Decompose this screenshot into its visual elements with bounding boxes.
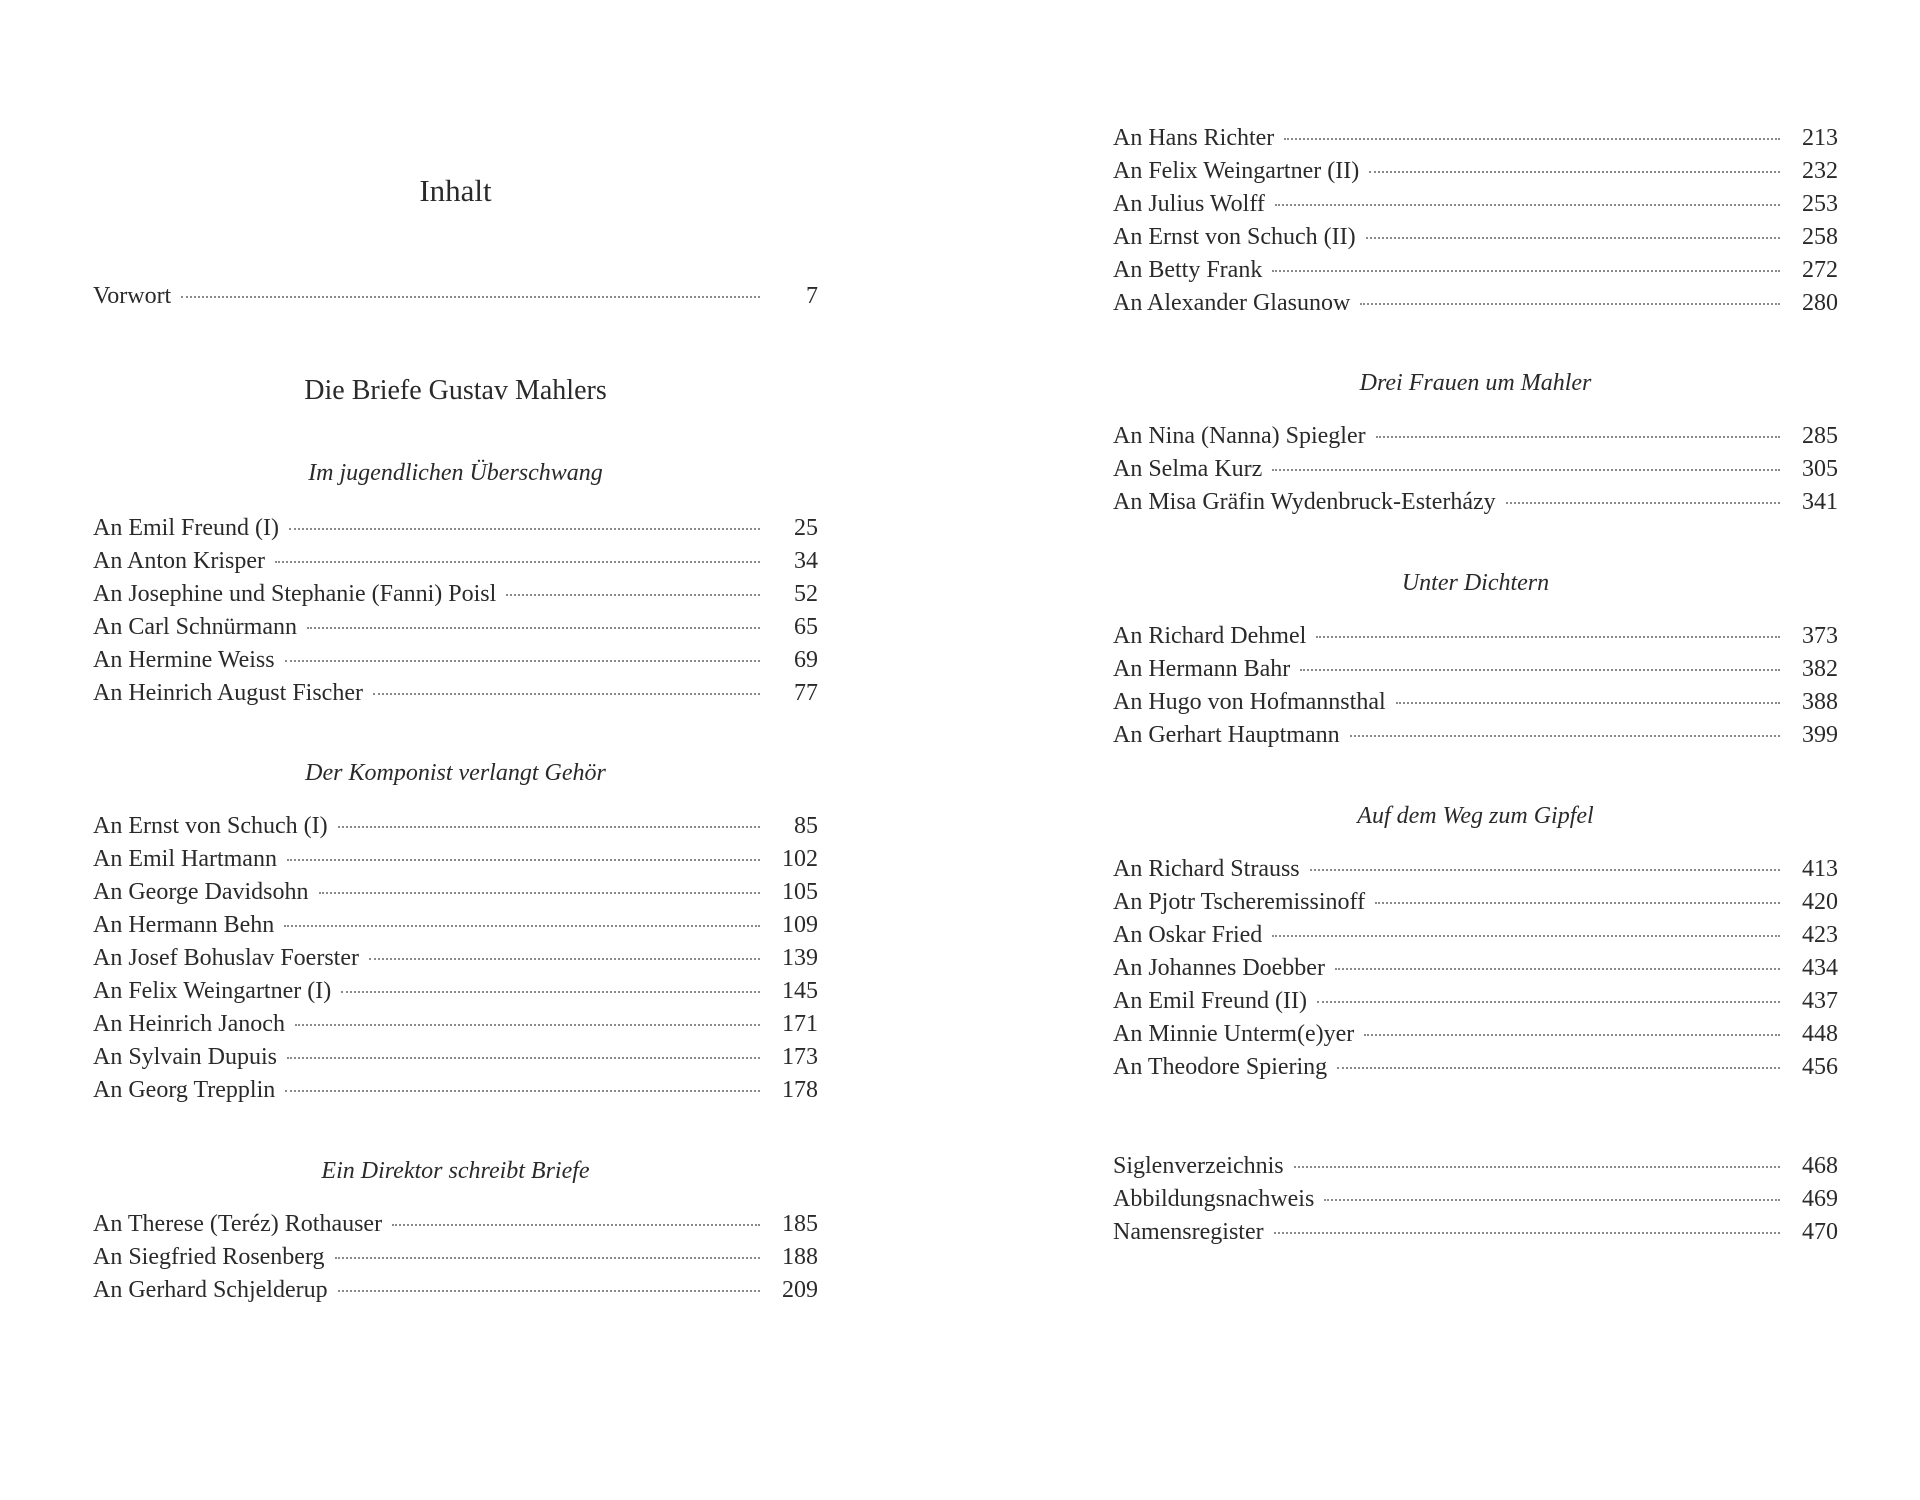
section-title: Drei Frauen um Mahler: [1359, 370, 1592, 396]
toc-entry-label: An Heinrich August Fischer: [93, 680, 363, 706]
toc-entry[interactable]: [1113, 1216, 1838, 1249]
leader-dots: [506, 594, 760, 596]
toc-entry-page: 437: [1802, 988, 1838, 1014]
leader-dots: [1316, 636, 1780, 638]
toc-entry[interactable]: [93, 578, 818, 611]
toc-entry-label: An Richard Dehmel: [1113, 623, 1307, 649]
leader-dots: [1272, 270, 1780, 272]
toc-entry-page: 188: [782, 1244, 818, 1270]
toc-entry-page: 232: [1802, 158, 1838, 184]
toc-entry[interactable]: [1113, 1051, 1838, 1084]
leader-dots: [1335, 968, 1780, 970]
leader-dots: [1364, 1034, 1780, 1036]
leader-dots: [338, 1290, 760, 1292]
toc-entry-label: An George Davidsohn: [93, 879, 309, 905]
toc-entry[interactable]: [93, 876, 818, 909]
toc-entry-page: 341: [1802, 489, 1838, 515]
leader-dots: [1274, 1232, 1780, 1234]
toc-entry[interactable]: [93, 909, 818, 942]
toc-entry-label: An Anton Krisper: [93, 548, 265, 574]
leader-dots: [319, 892, 760, 894]
toc-entry[interactable]: [1113, 653, 1838, 686]
leader-dots: [1396, 702, 1780, 704]
toc-entry-page: 105: [782, 879, 818, 905]
toc-entry-label: An Therese (Teréz) Rothauser: [93, 1211, 383, 1237]
toc-entry-label: An Hermann Behn: [93, 912, 275, 938]
toc-entry-page: 280: [1802, 290, 1838, 316]
toc-entry-page: 25: [794, 515, 818, 541]
leader-dots: [338, 826, 760, 828]
leader-dots: [1317, 1001, 1780, 1003]
leader-dots: [1294, 1166, 1780, 1168]
toc-entry[interactable]: [1113, 486, 1838, 519]
toc-entry-page: 272: [1802, 257, 1838, 283]
toc-entry[interactable]: [1113, 155, 1838, 188]
toc-entry-page: 145: [782, 978, 818, 1004]
toc-entry-page: 102: [782, 846, 818, 872]
toc-entry-page: 7: [806, 283, 818, 309]
toc-entry-label: An Oskar Fried: [1113, 922, 1263, 948]
toc-entry[interactable]: [1113, 221, 1838, 254]
leader-dots: [285, 1090, 760, 1092]
page-title: Inhalt: [419, 173, 492, 208]
toc-entry-label: An Selma Kurz: [1113, 456, 1263, 482]
section-list: [1113, 420, 1838, 519]
toc-entry-label: An Gerhard Schjelderup: [93, 1277, 328, 1303]
leader-dots: [1375, 902, 1780, 904]
toc-entry-page: 382: [1802, 656, 1838, 682]
toc-entry-page: 423: [1802, 922, 1838, 948]
toc-entry-preface[interactable]: [93, 280, 818, 313]
toc-entry-label: An Hermann Bahr: [1113, 656, 1291, 682]
toc-entry-page: 434: [1802, 955, 1838, 981]
toc-entry[interactable]: [93, 545, 818, 578]
toc-entry-page: 253: [1802, 191, 1838, 217]
leader-dots: [1272, 469, 1780, 471]
toc-entry-page: 69: [794, 647, 818, 673]
leader-dots: [1337, 1067, 1780, 1069]
section-title: Ein Direktor schreibt Briefe: [321, 1158, 590, 1184]
part-title: Die Briefe Gustav Mahlers: [304, 375, 607, 406]
leader-dots: [341, 991, 760, 993]
leader-dots: [1369, 171, 1780, 173]
leader-dots: [284, 925, 760, 927]
leader-dots: [1350, 735, 1780, 737]
toc-entry-label: Siglenverzeichnis: [1113, 1153, 1284, 1179]
toc-entry-page: 388: [1802, 689, 1838, 715]
toc-entry[interactable]: [1113, 453, 1838, 486]
leader-dots: [369, 958, 760, 960]
section-title: Auf dem Weg zum Gipfel: [1357, 803, 1594, 829]
toc-entry-page: 305: [1802, 456, 1838, 482]
toc-entry-label: An Richard Strauss: [1113, 856, 1300, 882]
toc-entry[interactable]: [93, 512, 818, 545]
toc-entry[interactable]: [93, 1208, 818, 1241]
section-list: [93, 1208, 818, 1307]
toc-entry-label: An Ernst von Schuch (II): [1113, 224, 1356, 250]
toc-entry-page: 420: [1802, 889, 1838, 915]
toc-entry[interactable]: [1113, 919, 1838, 952]
toc-entry-page: 185: [782, 1211, 818, 1237]
toc-entry-page: 109: [782, 912, 818, 938]
toc-entry[interactable]: [93, 677, 818, 710]
toc-entry-label: An Johannes Doebber: [1113, 955, 1325, 981]
toc-entry[interactable]: [93, 942, 818, 975]
toc-entry-page: 77: [794, 680, 818, 706]
toc-entry[interactable]: [93, 1074, 818, 1107]
leader-dots: [1284, 138, 1780, 140]
toc-entry-label: An Felix Weingartner (II): [1113, 158, 1360, 184]
toc-entry-label: An Theodore Spiering: [1113, 1054, 1328, 1080]
toc-entry[interactable]: [93, 644, 818, 677]
leader-dots: [392, 1224, 760, 1226]
toc-entry-page: 178: [782, 1077, 818, 1103]
toc-entry-label: An Gerhart Hauptmann: [1113, 722, 1340, 748]
toc-entry[interactable]: [1113, 620, 1838, 653]
leader-dots: [1324, 1199, 1780, 1201]
toc-entry-page: 258: [1802, 224, 1838, 250]
toc-entry-page: 85: [794, 813, 818, 839]
leader-dots: [1360, 303, 1780, 305]
toc-entry-page: 285: [1802, 423, 1838, 449]
toc-entry[interactable]: [93, 843, 818, 876]
toc-entry[interactable]: [93, 810, 818, 843]
leader-dots: [1366, 237, 1780, 239]
toc-entry-label: An Sylvain Dupuis: [93, 1044, 278, 1070]
toc-entry[interactable]: [1113, 686, 1838, 719]
toc-entry-page: 34: [794, 548, 818, 574]
leader-dots: [1300, 669, 1780, 671]
toc-entry[interactable]: [1113, 188, 1838, 221]
toc-entry[interactable]: [1113, 1018, 1838, 1051]
section-title: Der Komponist verlangt Gehör: [305, 760, 606, 786]
toc-entry-label: An Julius Wolff: [1113, 191, 1265, 217]
toc-entry-label: An Hugo von Hofmannsthal: [1113, 689, 1386, 715]
toc-entry-page: 209: [782, 1277, 818, 1303]
toc-entry-label: An Hermine Weiss: [93, 647, 275, 673]
toc-entry[interactable]: [1113, 1183, 1838, 1216]
toc-entry-label: Namensregister: [1113, 1219, 1264, 1245]
section-title: Im jugendlichen Überschwang: [308, 460, 603, 486]
toc-entry-label: An Alexander Glasunow: [1113, 290, 1351, 316]
toc-entry-page: 469: [1802, 1186, 1838, 1212]
toc-entry-label: An Betty Frank: [1113, 257, 1263, 283]
toc-entry-page: 456: [1802, 1054, 1838, 1080]
leader-dots: [1272, 935, 1780, 937]
leader-dots: [1376, 436, 1780, 438]
toc-entry-label: An Heinrich Janoch: [93, 1011, 285, 1037]
toc-entry[interactable]: [93, 611, 818, 644]
toc-entry[interactable]: [1113, 1150, 1838, 1183]
toc-entry-label: An Misa Gräfin Wydenbruck-Esterházy: [1113, 489, 1496, 515]
toc-entry[interactable]: [1113, 952, 1838, 985]
toc-entry[interactable]: [93, 1008, 818, 1041]
toc-entry-label: An Emil Freund (I): [93, 515, 279, 541]
toc-entry[interactable]: [93, 1041, 818, 1074]
toc-entry-page: 468: [1802, 1153, 1838, 1179]
leader-dots: [285, 660, 760, 662]
toc-entry-page: 139: [782, 945, 818, 971]
leader-dots: [287, 1057, 760, 1059]
leader-dots: [307, 627, 760, 629]
toc-entry[interactable]: [1113, 254, 1838, 287]
toc-entry-page: 448: [1802, 1021, 1838, 1047]
toc-entry-label: An Josephine und Stephanie (Fanni) Poisl: [93, 581, 497, 607]
toc-entry-page: 173: [782, 1044, 818, 1070]
section-title: Unter Dichtern: [1401, 570, 1550, 596]
toc-entry-label: An Minnie Unterm(e)yer: [1113, 1021, 1355, 1047]
toc-entry-page: 52: [794, 581, 818, 607]
toc-entry-label: An Felix Weingartner (I): [93, 978, 332, 1004]
leader-dots: [1310, 869, 1780, 871]
toc-entry-page: 65: [794, 614, 818, 640]
toc-entry[interactable]: [1113, 287, 1838, 320]
toc-entry-label: An Hans Richter: [1113, 125, 1275, 151]
toc-entry[interactable]: [93, 1241, 818, 1274]
toc-entry-page: 399: [1802, 722, 1838, 748]
section-list: [1113, 853, 1838, 1084]
section-list: [93, 512, 818, 710]
appendix-list: [1113, 1150, 1838, 1249]
leader-dots: [373, 693, 760, 695]
leader-dots: [181, 296, 760, 298]
toc-entry-label: Abbildungsnachweis: [1113, 1186, 1315, 1212]
toc-entry-label: An Georg Trepplin: [93, 1077, 276, 1103]
leader-dots: [287, 859, 760, 861]
section-list: [1113, 620, 1838, 752]
toc-entry[interactable]: [1113, 853, 1838, 886]
preface-list: [93, 280, 818, 313]
toc-entry-label: An Pjotr Tscheremissinoff: [1113, 889, 1366, 915]
toc-entry-page: 373: [1802, 623, 1838, 649]
toc-entry-page: 171: [782, 1011, 818, 1037]
toc-entry-label: Vorwort: [93, 283, 172, 309]
toc-entry-label: An Nina (Nanna) Spiegler: [1113, 423, 1366, 449]
toc-entry[interactable]: [1113, 122, 1838, 155]
leader-dots: [275, 561, 760, 563]
toc-entry[interactable]: [93, 975, 818, 1008]
toc-entry[interactable]: [1113, 985, 1838, 1018]
continued-list: [1113, 122, 1838, 320]
toc-entry[interactable]: [1113, 719, 1838, 752]
leader-dots: [1506, 502, 1780, 504]
toc-entry-label: An Emil Freund (II): [1113, 988, 1307, 1014]
toc-entry-label: An Siegfried Rosenberg: [93, 1244, 325, 1270]
toc-entry-page: 413: [1802, 856, 1838, 882]
leader-dots: [1275, 204, 1780, 206]
section-list: [93, 810, 818, 1107]
toc-entry-page: 213: [1802, 125, 1838, 151]
leader-dots: [295, 1024, 760, 1026]
leader-dots: [335, 1257, 760, 1259]
leader-dots: [289, 528, 760, 530]
toc-entry[interactable]: [1113, 420, 1838, 453]
toc-entry-label: An Ernst von Schuch (I): [93, 813, 328, 839]
toc-entry-page: 470: [1802, 1219, 1838, 1245]
toc-entry-label: An Emil Hartmann: [93, 846, 277, 872]
toc-entry[interactable]: [1113, 886, 1838, 919]
toc-entry-label: An Josef Bohuslav Foerster: [93, 945, 359, 971]
toc-entry[interactable]: [93, 1274, 818, 1307]
toc-entry-label: An Carl Schnürmann: [93, 614, 297, 640]
